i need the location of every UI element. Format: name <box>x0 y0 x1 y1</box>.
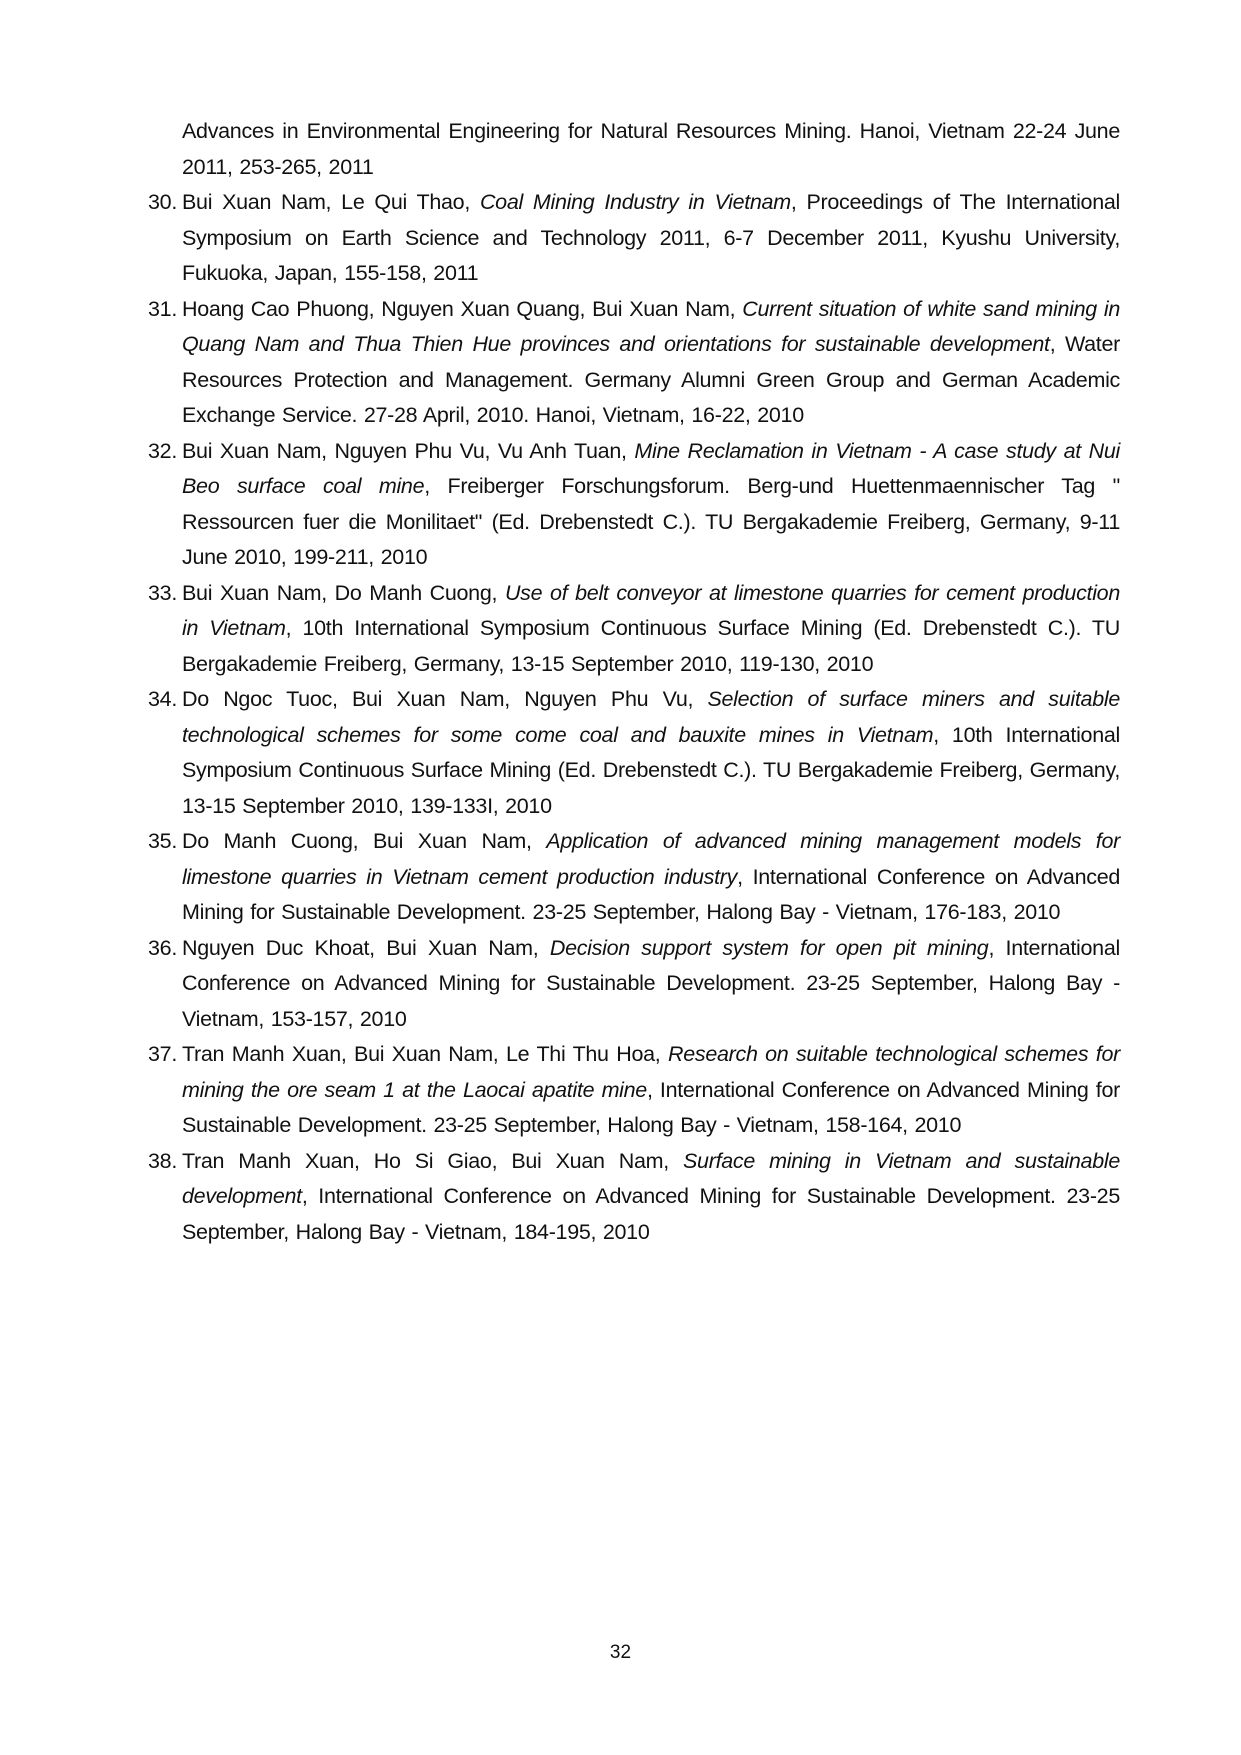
reference-authors: Nguyen Duc Khoat, Bui Xuan Nam, <box>182 935 550 960</box>
reference-authors: Bui Xuan Nam, Do Manh Cuong, <box>182 580 505 605</box>
reference-title: Surface mining in Vietnam and sustainable development <box>182 1148 1120 1208</box>
reference-authors: Bui Xuan Nam, Le Qui Thao, <box>182 190 480 214</box>
reference-number: 36. <box>148 935 177 960</box>
reference-venue: , Freiberger Forschungsforum. Berg-und Huettenmaennischer Tag " Ressourcen fuer die Monilitaet" (Ed. Drebenstedt C.). TU Bergakademie Freiberg, Germany, 9-11 June 2010, 199-211, 2010 <box>182 474 1120 569</box>
reference-continuation <box>140 114 1120 185</box>
reference-authors: Hoang Cao Phuong, Nguyen Xuan Quang, Bui Xuan Nam, <box>182 296 743 321</box>
reference-venue: , International Conference on Advanced Mining for Sustainable Development. 23-25 September, Halong Bay - Vietnam, 153-157, 2010 <box>182 935 1120 1031</box>
reference-title: Decision support system for open pit mining <box>549 935 989 960</box>
reference-item <box>140 682 1120 824</box>
reference-item <box>140 434 1120 576</box>
page-number: 32 <box>609 1642 632 1663</box>
reference-item <box>140 1037 1120 1144</box>
reference-venue: , Water Resources Protection and Management. Germany Alumni Green Group and German Academic Exchange Service. 27-28 April, 2010. Hanoi, Vietnam, 16-22, 2010 <box>182 332 1121 427</box>
reference-venue: , 10th International Symposium Continuous Surface Mining (Ed. Drebenstedt C.). TU Bergakademie Freiberg, Germany, 13-15 September 2010, 139-133I, 2010 <box>182 722 1120 818</box>
reference-authors: Tran Manh Xuan, Bui Xuan Nam, Le Thi Thu Hoa, <box>182 1042 668 1066</box>
reference-venue: , International Conference on Advanced Mining for Sustainable Development. 23-25 September, Halong Bay - Vietnam, 158-164, 2010 <box>182 1077 1120 1137</box>
reference-item <box>140 185 1120 292</box>
reference-number: 30. <box>148 190 177 214</box>
reference-authors: Do Ngoc Tuoc, Bui Xuan Nam, Nguyen Phu Vu, <box>182 687 708 711</box>
reference-venue: , International Conference on Advanced Mining for Sustainable Development. 23-25 September, Halong Bay - Vietnam, 176-183, 2010 <box>182 864 1121 924</box>
reference-item <box>140 576 1120 683</box>
reference-number: 33. <box>148 580 177 605</box>
reference-title: Research on suitable technological schemes for mining the ore seam 1 at the Laocai apatite mine <box>182 1042 1120 1102</box>
reference-title: Mine Reclamation in Vietnam - A case study at Nui Beo surface coal mine <box>182 438 1121 498</box>
reference-item <box>140 1144 1120 1251</box>
reference-title: Selection of surface miners and suitable technological schemes for some come coal and bauxite mines in Vietnam <box>182 687 1120 747</box>
reference-number: 34. <box>148 687 177 711</box>
continuation-text: Advances in Environmental Engineering for Natural Resources Mining. Hanoi, Vietnam 22-24 June 2011, 253-265, 2011 <box>182 119 1120 179</box>
reference-number: 31. <box>148 296 177 321</box>
reference-number: 35. <box>148 829 177 853</box>
reference-authors: Do Manh Cuong, Bui Xuan Nam, <box>182 829 547 853</box>
reference-authors: Tran Manh Xuan, Ho Si Giao, Bui Xuan Nam, <box>182 1148 684 1173</box>
reference-venue: , Proceedings of The International Symposium on Earth Science and Technology 2011, 6-7 December 2011, Kyushu University, Fukuoka, Japan, 155-158, 2011 <box>182 190 1121 285</box>
reference-title: Application of advanced mining management models for limestone quarries in Vietnam cement production industry <box>182 829 1120 889</box>
reference-number: 37. <box>148 1042 177 1066</box>
reference-title: Current situation of white sand mining in Quang Nam and Thua Thien Hue provinces and orientations for sustainable development <box>182 296 1120 356</box>
reference-title: Coal Mining Industry in Vietnam <box>479 190 791 214</box>
reference-authors: Bui Xuan Nam, Nguyen Phu Vu, Vu Anh Tuan, <box>182 438 635 463</box>
reference-venue: , 10th International Symposium Continuous Surface Mining (Ed. Drebenstedt C.). TU Bergakademie Freiberg, Germany, 13-15 September 2010, 119-130, 2010 <box>182 616 1120 676</box>
reference-item <box>140 931 1120 1038</box>
reference-number: 38. <box>148 1148 177 1173</box>
reference-item <box>140 824 1120 931</box>
reference-list <box>140 114 1120 1250</box>
reference-item <box>140 292 1120 434</box>
reference-title: Use of belt conveyor at limestone quarries for cement production in Vietnam <box>182 580 1121 640</box>
reference-venue: , International Conference on Advanced Mining for Sustainable Development. 23-25 September, Halong Bay - Vietnam, 184-195, 2010 <box>182 1184 1120 1244</box>
reference-number: 32. <box>148 438 177 463</box>
